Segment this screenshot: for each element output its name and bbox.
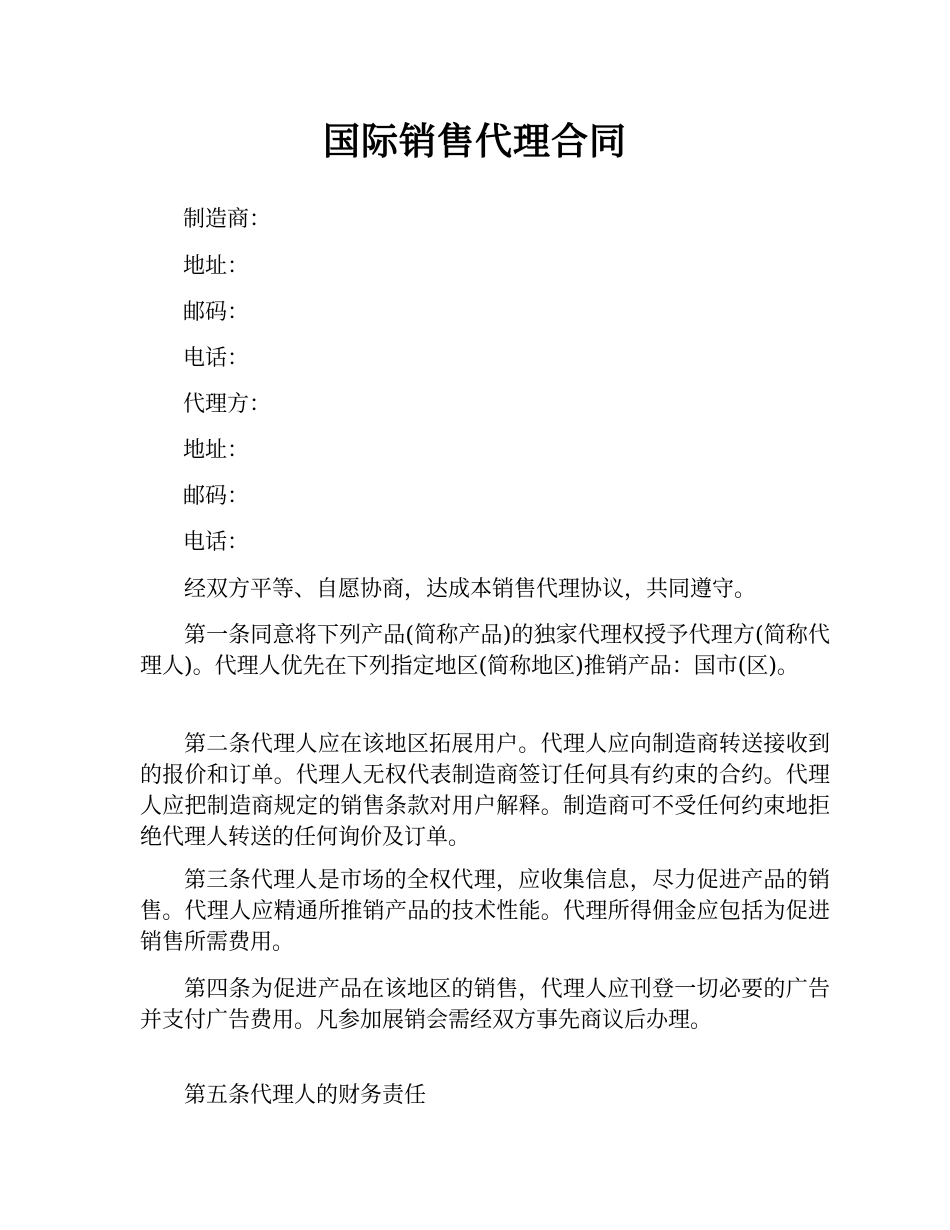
- field-agent-address: 地址：: [183, 438, 250, 463]
- paragraph-preamble: 经双方平等、自愿协商，达成本销售代理协议，共同遵守。: [184, 577, 757, 602]
- field-agent-postcode: 邮码：: [183, 484, 250, 509]
- field-manufacturer: 制造商：: [183, 207, 272, 232]
- field-manufacturer-address: 地址：: [183, 254, 250, 279]
- field-agent-phone: 电话：: [183, 530, 250, 555]
- paragraph-article-1: 第一条同意将下列产品(简称产品)的独家代理权授予代理方(简称代理人)。代理人优先在下列指定地区(简称地区)推销产品：国市(区)。: [140, 623, 830, 679]
- field-manufacturer-postcode: 邮码：: [183, 300, 250, 325]
- paragraph-article-3: 第三条代理人是市场的全权代理，应收集信息，尽力促进产品的销售。代理人应精通所推销产品的技术性能。代理所得佣金应包括为促进销售所需费用。: [140, 868, 830, 955]
- field-agent: 代理方：: [183, 392, 272, 417]
- paragraph-article-2: 第二条代理人应在该地区拓展用户。代理人应向制造商转送接收到的报价和订单。代理人无权代表制造商签订任何具有约束的合约。代理人应把制造商规定的销售条款对用户解释。制造商可不受任何约束地拒绝代理人转送的任何询价及订单。: [140, 732, 830, 850]
- document-title: 国际销售代理合同: [323, 120, 627, 163]
- field-manufacturer-phone: 电话：: [183, 346, 250, 371]
- paragraph-article-5: 第五条代理人的财务责任: [184, 1083, 427, 1108]
- paragraph-article-4: 第四条为促进产品在该地区的销售，代理人应刊登一切必要的广告并支付广告费用。凡参加展销会需经双方事先商议后办理。: [140, 977, 830, 1033]
